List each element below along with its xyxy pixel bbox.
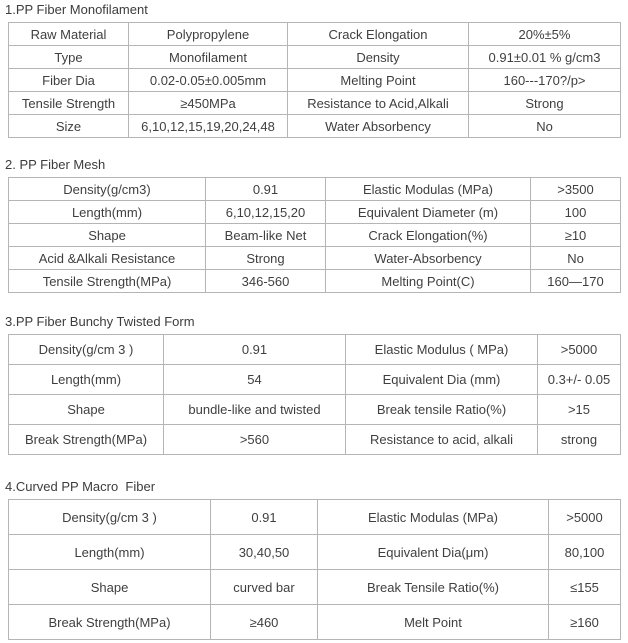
spec-value-cell: 20%±5% [469,23,621,46]
spec-table-bunchy-twisted [8,334,621,455]
spec-label-cell: Shape [9,224,206,247]
spec-value-cell: 0.91 [206,178,326,201]
spec-label-cell: Shape [9,395,164,425]
spec-label-cell: Fiber Dia [9,69,129,92]
spec-label-cell: Elastic Modulas (MPa) [318,500,549,535]
table-row [9,201,621,224]
spec-table-curved-macro [8,499,621,640]
spec-label-cell: Density(g/cm 3 ) [9,500,211,535]
spec-value-cell: 160—170 [531,270,621,293]
spec-label-cell: Melting Point [288,69,469,92]
table-row [9,425,621,455]
table-row [9,115,621,138]
spec-label-cell: Length(mm) [9,535,211,570]
table-row [9,46,621,69]
spec-label-cell: Elastic Modulas (MPa) [326,178,531,201]
spec-table-monofilament [8,22,621,138]
section-2-title: 2. PP Fiber Mesh [5,157,106,172]
spec-value-cell: Polypropylene [129,23,288,46]
spec-value-cell: 0.3+/- 0.05 [538,365,621,395]
spec-label-cell: Melting Point(C) [326,270,531,293]
spec-label-cell: Acid &Alkali Resistance [9,247,206,270]
spec-label-cell: Resistance to Acid,Alkali [288,92,469,115]
spec-value-cell: 160---170?/p> [469,69,621,92]
spec-value-cell: >3500 [531,178,621,201]
spec-value-cell: No [469,115,621,138]
table-row [9,570,621,605]
spec-value-cell: >5000 [538,335,621,365]
spec-label-cell: Crack Elongation(%) [326,224,531,247]
spec-label-cell: Size [9,115,129,138]
table-row [9,178,621,201]
spec-value-cell: No [531,247,621,270]
table-row [9,605,621,640]
spec-label-cell: Density(g/cm3) [9,178,206,201]
table-row [9,500,621,535]
spec-label-cell: Equivalent Dia (mm) [346,365,538,395]
spec-value-cell: strong [538,425,621,455]
spec-value-cell: Strong [206,247,326,270]
spec-value-cell: ≥450MPa [129,92,288,115]
spec-label-cell: Break Tensile Ratio(%) [318,570,549,605]
spec-value-cell: 80,100 [549,535,621,570]
spec-label-cell: Tensile Strength(MPa) [9,270,206,293]
spec-value-cell: ≥460 [211,605,318,640]
spec-value-cell: 0.02-0.05±0.005mm [129,69,288,92]
table-row [9,270,621,293]
spec-label-cell: Crack Elongation [288,23,469,46]
spec-value-cell: 6,10,12,15,19,20,24,48 [129,115,288,138]
spec-label-cell: Density(g/cm 3 ) [9,335,164,365]
table-row [9,23,621,46]
section-3-title: 3.PP Fiber Bunchy Twisted Form [5,314,195,329]
spec-value-cell: curved bar [211,570,318,605]
spec-label-cell: Elastic Modulus ( MPa) [346,335,538,365]
spec-label-cell: Length(mm) [9,365,164,395]
spec-label-cell: Raw Material [9,23,129,46]
spec-label-cell: Equivalent Dia(μm) [318,535,549,570]
section-1-title: 1.PP Fiber Monofilament [5,2,148,17]
spec-table-mesh [8,177,621,293]
spec-label-cell: Water Absorbency [288,115,469,138]
section-pp-fiber-monofilament [5,2,628,138]
spec-value-cell: 6,10,12,15,20 [206,201,326,224]
table-row [9,335,621,365]
spec-value-cell: 346-560 [206,270,326,293]
table-row [9,224,621,247]
spec-label-cell: Water-Absorbency [326,247,531,270]
spec-label-cell: Break Strength(MPa) [9,425,164,455]
spec-label-cell: Melt Point [318,605,549,640]
spec-label-cell: Break Strength(MPa) [9,605,211,640]
spec-label-cell: Break tensile Ratio(%) [346,395,538,425]
spec-value-cell: 30,40,50 [211,535,318,570]
section-pp-fiber-bunchy-twisted [5,314,628,455]
spec-value-cell: >15 [538,395,621,425]
table-row [9,365,621,395]
section-curved-pp-macro-fiber [5,479,628,640]
spec-value-cell: bundle-like and twisted [164,395,346,425]
spec-value-cell: 0.91±0.01 % g/cm3 [469,46,621,69]
spec-label-cell: Length(mm) [9,201,206,224]
spec-value-cell: ≥10 [531,224,621,247]
spec-label-cell: Equivalent Diameter (m) [326,201,531,224]
spec-label-cell: Resistance to acid, alkali [346,425,538,455]
spec-value-cell: 0.91 [164,335,346,365]
table-row [9,247,621,270]
spec-label-cell: Tensile Strength [9,92,129,115]
spec-value-cell: Monofilament [129,46,288,69]
spec-value-cell: 54 [164,365,346,395]
section-pp-fiber-mesh [5,157,628,293]
table-row [9,395,621,425]
spec-value-cell: ≥160 [549,605,621,640]
spec-value-cell: ≤155 [549,570,621,605]
spec-value-cell: 0.91 [211,500,318,535]
section-4-title: 4.Curved PP Macro Fiber [5,479,156,494]
table-row [9,535,621,570]
table-row [9,92,621,115]
table-row [9,69,621,92]
spec-value-cell: >560 [164,425,346,455]
spec-label-cell: Type [9,46,129,69]
spec-value-cell: >5000 [549,500,621,535]
spec-label-cell: Shape [9,570,211,605]
spec-value-cell: Beam-like Net [206,224,326,247]
spec-label-cell: Density [288,46,469,69]
spec-value-cell: 100 [531,201,621,224]
spec-value-cell: Strong [469,92,621,115]
